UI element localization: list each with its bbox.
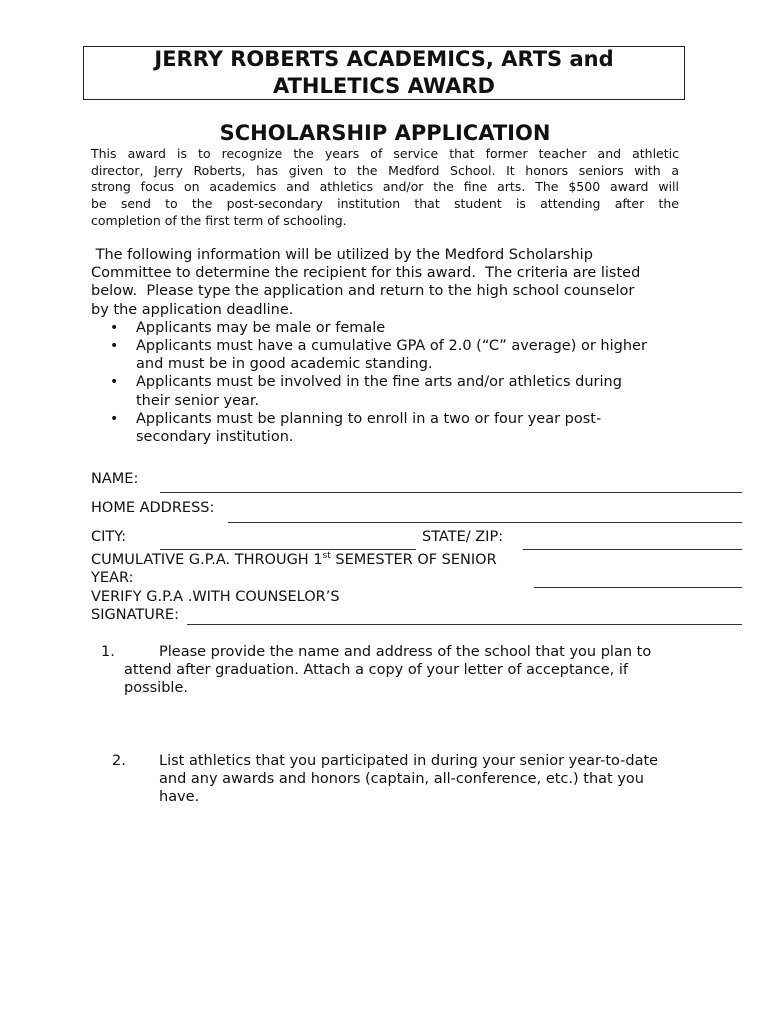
question-text: List athletics that you participated in during your senior year-to-date xyxy=(159,753,659,769)
criteria-text: Applicants must be involved in the fine arts and/or athletics during their senior year. xyxy=(136,374,622,409)
intro-line: be send to the post-secondary institution that student is attending after the xyxy=(91,196,679,212)
criteria-item xyxy=(91,337,656,373)
criteria-text: Applicants must have a cumulative GPA of 2.0 (“C” average) or higher and must be in good academic standing. xyxy=(136,338,647,373)
award-title-box xyxy=(83,46,685,100)
question-text: possible. xyxy=(124,680,188,696)
intro-line: strong focus on academics and athletics and/or the fine arts. The $500 award will xyxy=(91,179,679,195)
question-text: have. xyxy=(159,789,200,805)
counselor-signature-field[interactable] xyxy=(187,624,742,625)
criteria-item xyxy=(91,319,656,337)
gpa-label-year: YEAR: xyxy=(91,570,134,586)
home-address-label: HOME ADDRESS: xyxy=(91,500,215,516)
intro-line: director, Jerry Roberts, has given to the Medford School. It honors seniors with a xyxy=(91,162,679,178)
intro-line: completion of the first term of schooling. xyxy=(91,212,347,228)
state-zip-field[interactable] xyxy=(523,549,742,550)
award-title-line2: ATHLETICS AWARD xyxy=(272,74,495,98)
info-paragraph: The following information will be utilized by the Medford Scholarship Committee to determine the recipient for this award. The criteria are listed below. Please type the application and return to the high school counselor by the application deadline. xyxy=(91,247,645,318)
intro-line: This award is to recognize the years of service that former teacher and athletic xyxy=(91,146,679,161)
question-text: attend after graduation. Attach a copy of your letter of acceptance, if xyxy=(124,662,628,678)
question-number: 2. xyxy=(112,753,126,769)
counselor-signature-label: SIGNATURE: xyxy=(91,607,179,623)
award-title-line1: JERRY ROBERTS ACADEMICS, ARTS and xyxy=(154,47,614,71)
question-text: Please provide the name and address of the school that you plan to xyxy=(159,644,652,660)
bullet-icon: • xyxy=(110,338,119,355)
criteria-list xyxy=(91,319,691,446)
name-label: NAME: xyxy=(91,471,139,487)
gpa-field[interactable] xyxy=(534,587,742,588)
criteria-section xyxy=(91,246,691,446)
gpa-label-superscript: st xyxy=(322,551,331,562)
home-address-field[interactable] xyxy=(228,522,742,523)
verify-gpa-label: VERIFY G.P.A .WITH COUNSELOR’S xyxy=(91,589,340,605)
question-number: 1. xyxy=(101,644,115,660)
gpa-label-text: SEMESTER OF SENIOR xyxy=(330,552,497,568)
city-field[interactable] xyxy=(160,549,416,550)
criteria-text: Applicants may be male or female xyxy=(136,319,386,336)
state-zip-label: STATE/ ZIP: xyxy=(422,529,504,545)
question-text: and any awards and honors (captain, all-conference, etc.) that you xyxy=(159,771,644,787)
application-heading: SCHOLARSHIP APPLICATION xyxy=(219,121,551,145)
criteria-item xyxy=(91,410,636,446)
name-field[interactable] xyxy=(160,492,742,493)
bullet-icon: • xyxy=(110,410,119,427)
bullet-icon: • xyxy=(110,374,119,391)
intro-paragraph xyxy=(91,146,679,230)
city-label: CITY: xyxy=(91,529,127,545)
criteria-item xyxy=(91,373,656,409)
criteria-text: Applicants must be planning to enroll in a two or four year post-secondary institution. xyxy=(136,410,602,446)
gpa-label-text: CUMULATIVE G.P.A. THROUGH 1 xyxy=(91,552,323,568)
bullet-icon: • xyxy=(110,319,119,336)
gpa-label xyxy=(91,551,497,569)
